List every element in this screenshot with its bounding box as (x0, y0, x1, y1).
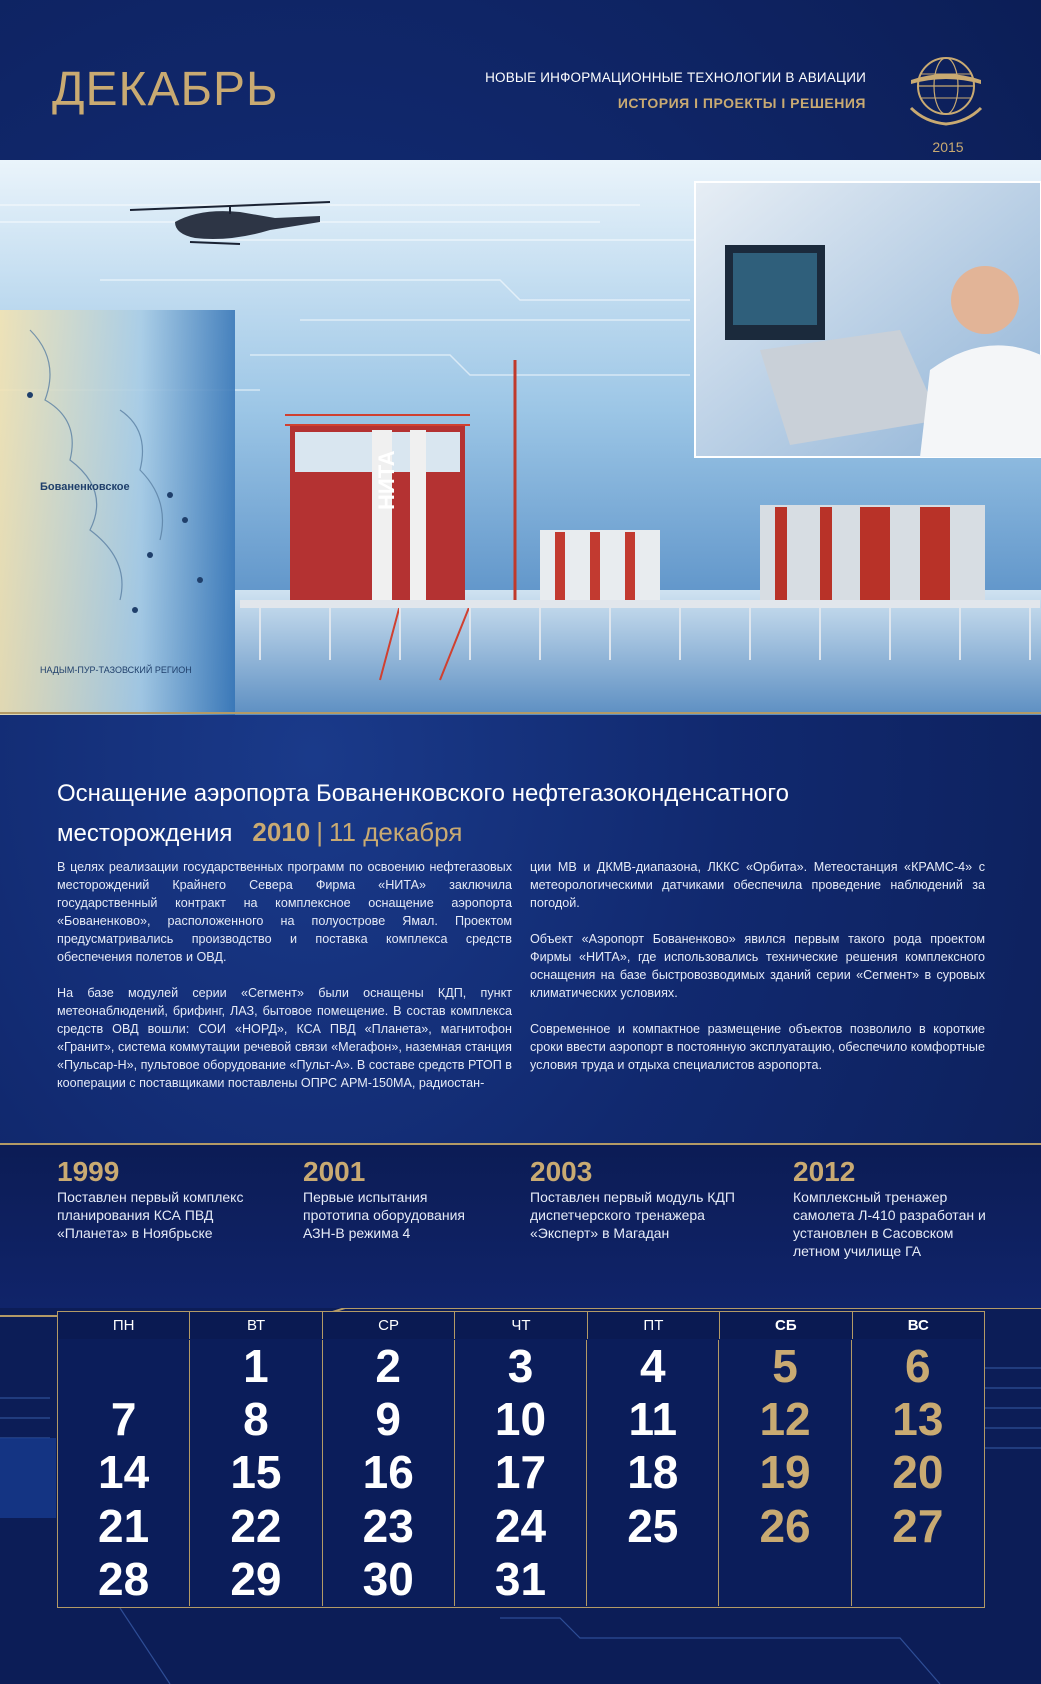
calendar-day: 22 (190, 1500, 322, 1553)
article-paragraph: В целях реализации государственных программ по освоению нефтегазовых месторождений Крайнего Севера Фирма «НИТА» заключила государственный контракт на комплексное оснащение аэропорта «Бованенково», расположенного на полуострове Ямал. Проектом предусматривались производство и поставка комплекса средств обеспечения полетов и ОВД. (57, 860, 512, 964)
svg-text:НАДЫМ-ПУР-ТАЗОВСКИЙ РЕГИОН: НАДЫМ-ПУР-ТАЗОВСКИЙ РЕГИОН (40, 665, 192, 675)
calendar-day: 24 (455, 1500, 587, 1553)
calendar-day: 18 (587, 1446, 719, 1499)
weekday-label: ВС (853, 1312, 984, 1339)
hero-illustration (0, 160, 1041, 715)
article-paragraph: ции МВ и ДКМВ-диапазона, ЛККС «Орбита». Метеостанция «КРАМС-4» с метеорологическими датчиками обеспечила проведение наблюдений за погодой. (530, 860, 985, 910)
calendar-day: 25 (587, 1500, 719, 1553)
article-title-text: Оснащение аэропорта Бованенковского нефтегазоконденсатного месторождения (57, 780, 789, 847)
timeline-year: 2001 (303, 1156, 366, 1187)
calendar-day: 31 (455, 1553, 587, 1606)
calendar-day: 13 (892, 1393, 944, 1446)
nita-logo-icon (905, 50, 987, 132)
calendar-day (587, 1553, 719, 1606)
logo-year: 2015 (932, 139, 964, 155)
timeline-item (530, 1156, 760, 1242)
calendar-day: 28 (58, 1553, 190, 1606)
hero-image (0, 160, 1041, 715)
weekday-label: СБ (720, 1312, 852, 1339)
article-date: 11 декабря (329, 817, 463, 847)
article-column-right (530, 858, 985, 1092)
month-title: ДЕКАБРЬ (52, 63, 279, 116)
header-tagline: НОВЫЕ ИНФОРМАЦИОННЫЕ ТЕХНОЛОГИИ В АВИАЦИИ (485, 70, 866, 85)
svg-text:Бованенковское: Бованенковское (40, 481, 130, 493)
calendar-day: 16 (323, 1446, 455, 1499)
timeline-year: 1999 (57, 1156, 120, 1187)
svg-text:25: 25 (940, 114, 952, 124)
weekday-label: СР (323, 1312, 455, 1339)
calendar-day: 29 (190, 1553, 322, 1606)
calendar-day: 4 (587, 1340, 719, 1393)
svg-text:НИТА: НИТА (374, 450, 399, 510)
calendar-header (58, 1312, 984, 1339)
calendar-day (719, 1553, 851, 1606)
timeline-year: 2003 (530, 1156, 593, 1187)
timeline-item (57, 1156, 277, 1242)
timeline-text: Поставлен первый комплекс планирования КСА ПВД «Планета» в Ноябрьске (57, 1189, 244, 1241)
calendar-day: 17 (455, 1446, 587, 1499)
article-separator: | (316, 817, 324, 847)
calendar-day: 23 (323, 1500, 455, 1553)
calendar-day: 14 (58, 1446, 190, 1499)
timeline-year: 2012 (793, 1156, 856, 1187)
article-column-left (57, 858, 512, 1110)
calendar (57, 1311, 985, 1608)
calendar-day: 21 (58, 1500, 190, 1553)
timeline-item (303, 1156, 493, 1242)
calendar-day: 8 (190, 1393, 322, 1446)
calendar-day: 26 (719, 1500, 851, 1553)
article-paragraph: На базе модулей серии «Сегмент» были оснащены КДП, пункт метеонаблюдений, брифинг, ЛАЗ, бытовое помещение. В состав комплекса средств ОВД вошли: СОИ «НОРД», КСА ПВД «Планета», магнитофон «Гранит», система коммутации речевой связи «Мегафон», наземная станция «Пульсар-Н», пультовое оборудование «Пульт-А». В составе средств РТОП в кооперации с поставщиками поставлены ОПРС АРМ-150МА, радиостан- (57, 986, 512, 1090)
calendar-day (58, 1340, 190, 1393)
weekday-label: ПН (58, 1312, 190, 1339)
calendar-day: 12 (719, 1393, 851, 1446)
calendar-day: 11 (587, 1393, 719, 1446)
timeline-text: Первые испытания прототипа оборудования АЗН-В режима 4 (303, 1189, 465, 1241)
calendar-day: 20 (892, 1446, 944, 1499)
calendar-day: 2 (323, 1340, 455, 1393)
article-paragraph: Современное и компактное размещение объектов позволило в короткие сроки ввести аэропорт в постоянную эксплуатацию, обеспечило комфортные условия труда и отдыха специалистов аэропорта. (530, 1022, 985, 1072)
calendar-day: 6 (905, 1340, 931, 1392)
calendar-day: 19 (719, 1446, 851, 1499)
timeline-text: Комплексный тренажер самолета Л-410 разработан и установлен в Сасовском летном училище ГА (793, 1189, 986, 1259)
calendar-grid (58, 1340, 984, 1606)
calendar-day: 3 (455, 1340, 587, 1393)
calendar-day: 30 (323, 1553, 455, 1606)
article-title (57, 775, 957, 853)
header-subtagline: ИСТОРИЯ I ПРОЕКТЫ I РЕШЕНИЯ (617, 95, 866, 111)
calendar-day (852, 1553, 984, 1606)
calendar-day: 5 (719, 1340, 851, 1393)
article-year: 2010 (252, 817, 311, 847)
timeline-text: Поставлен первый модуль КДП диспетчерского тренажера «Эксперт» в Магадан (530, 1189, 735, 1241)
calendar-day: 7 (58, 1393, 190, 1446)
article-paragraph: Объект «Аэропорт Бованенково» явился первым такого рода проектом Фирмы «НИТА», где использовались технические решения комплексного оснащения на базе быстровозводимых зданий серии «Сегмент» в суровых климатических условиях. (530, 932, 985, 1000)
calendar-day: 1 (190, 1340, 322, 1393)
timeline-item (793, 1156, 993, 1260)
weekday-label: ПТ (588, 1312, 720, 1339)
weekday-label: ВТ (190, 1312, 322, 1339)
weekday-label: ЧТ (455, 1312, 587, 1339)
calendar-day: 9 (323, 1393, 455, 1446)
calendar-day: 27 (892, 1499, 944, 1552)
calendar-day: 15 (190, 1446, 322, 1499)
calendar-day: 10 (455, 1393, 587, 1446)
